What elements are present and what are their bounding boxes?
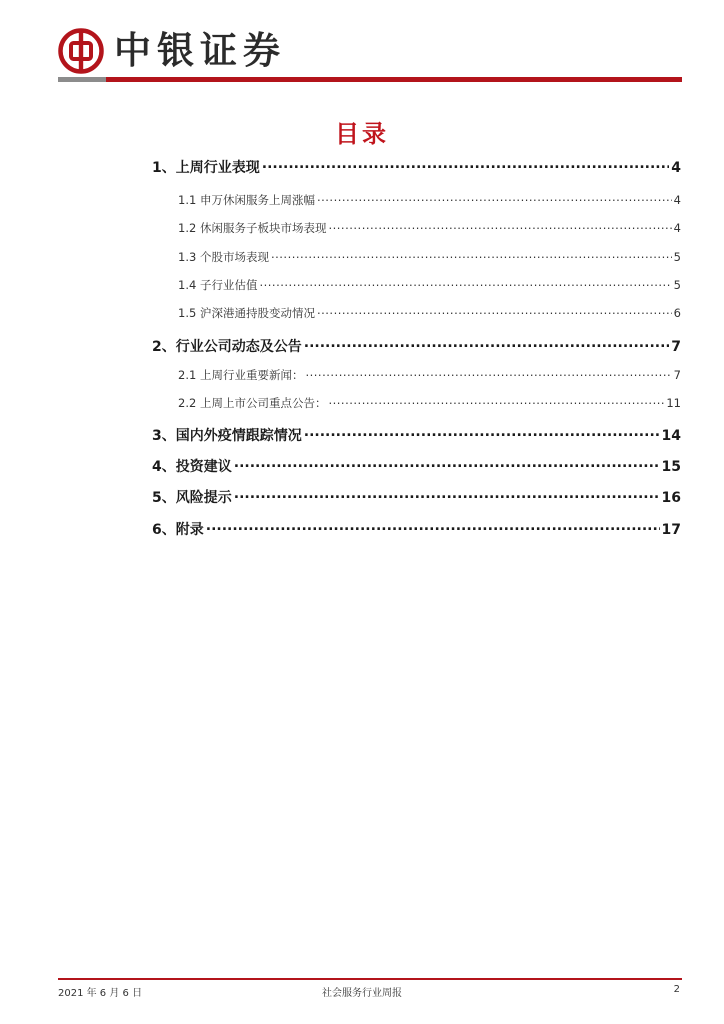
toc-entry[interactable] [178,367,681,383]
footer-divider [58,978,682,980]
header-divider [58,77,682,82]
toc-entry[interactable] [178,277,681,293]
toc-entry-page: 5 [673,278,681,292]
dot-leader [305,368,671,380]
toc-entry[interactable] [178,192,681,208]
toc-entry-label: 1.5 沪深港通持股变动情况 [178,306,315,320]
toc-entry[interactable] [178,395,681,411]
toc-entry[interactable] [178,220,681,236]
toc-entry-page: 5 [673,250,681,264]
toc-entry[interactable] [152,336,681,356]
dot-leader [317,193,672,205]
dot-leader [259,278,671,290]
toc-entry[interactable] [152,456,681,476]
dot-leader [271,250,672,262]
toc-entry-label: 2、行业公司动态及公告 [152,339,302,355]
dot-leader [328,396,664,408]
toc-entry-page: 17 [661,522,681,538]
toc-entry-label: 1.4 子行业估值 [178,278,258,292]
toc-entry-page: 6 [673,306,681,320]
report-date: 2021 年 6 月 6 日 [58,988,143,999]
report-type: 社会服务行业周报 [322,988,402,999]
toc-entry-page: 4 [673,221,681,235]
dot-leader [317,306,672,318]
dot-leader [206,520,660,534]
toc-entry[interactable] [178,249,681,265]
toc-entry-label: 4、投资建议 [152,459,232,475]
header-divider-accent [58,77,106,82]
toc-entry-page: 4 [673,193,681,207]
dot-leader [262,158,670,172]
toc-entry-label: 3、国内外疫情跟踪情况 [152,428,302,444]
toc-entry[interactable] [152,157,681,177]
toc-title: 目录 [335,120,389,148]
toc-entry-label: 1.1 申万休闲服务上周涨幅 [178,193,315,207]
toc-entry-page: 14 [661,428,681,444]
toc-entry-label: 6、附录 [152,522,204,538]
toc-entry-label: 1.2 休闲服务子板块市场表现 [178,221,327,235]
dot-leader [328,221,671,233]
dot-leader [234,488,660,502]
toc-entry-label: 2.2 上周上市公司重点公告： [178,396,327,410]
toc-entry-label: 2.1 上周行业重要新闻： [178,368,304,382]
toc-entry-page: 7 [671,339,681,355]
brand-name: 中银证券 [114,28,286,72]
page-number: 2 [673,984,680,995]
toc-entry[interactable] [152,519,681,539]
toc-entry-label: 1、上周行业表现 [152,160,260,176]
toc-entry-page: 16 [661,490,681,506]
toc-entry[interactable] [152,487,681,507]
toc-entry[interactable] [152,425,681,445]
toc-entry-page: 4 [671,160,681,176]
toc-entry-label: 5、风险提示 [152,490,232,506]
dot-leader [304,337,670,351]
toc-entry-page: 15 [661,459,681,475]
toc-entry-page: 7 [673,368,681,382]
dot-leader [304,426,660,440]
toc-entry-label: 1.3 个股市场表现 [178,250,269,264]
bank-of-china-logo-icon [58,28,104,74]
toc-entry[interactable] [178,305,681,321]
dot-leader [234,457,660,471]
toc-entry-page: 11 [666,396,681,410]
